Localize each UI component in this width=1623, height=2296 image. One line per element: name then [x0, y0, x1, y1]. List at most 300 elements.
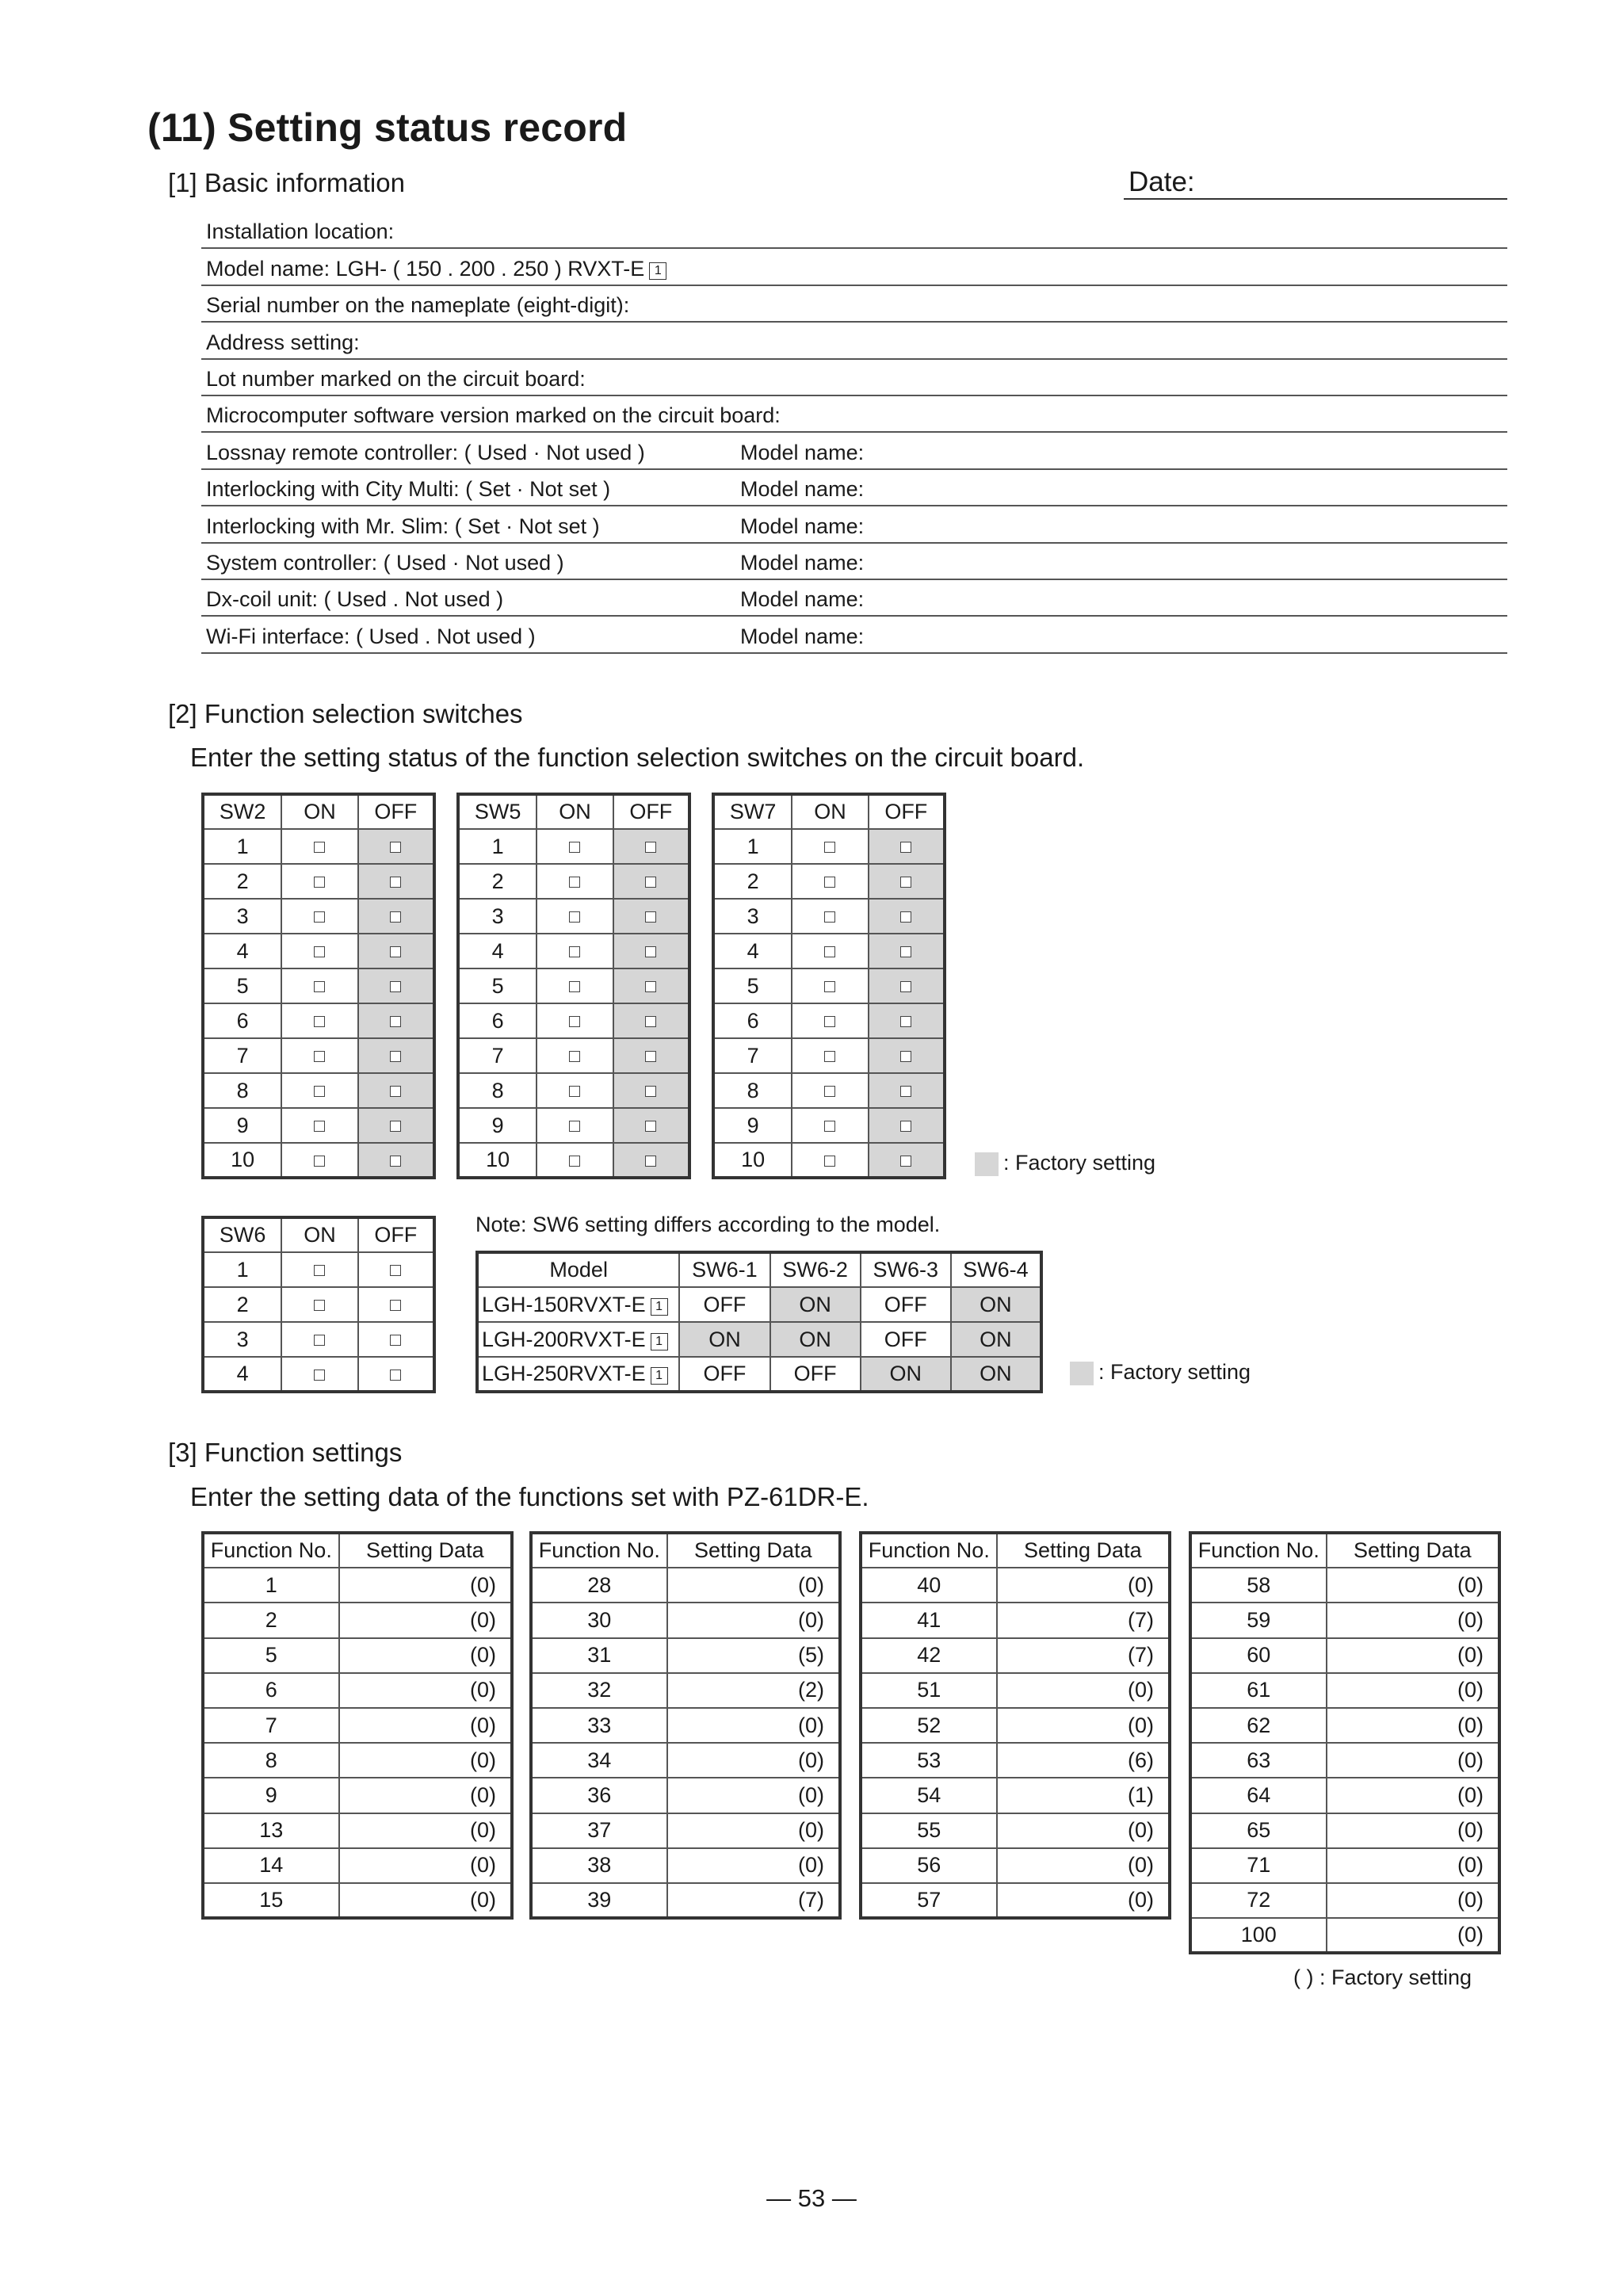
off-cell[interactable] — [869, 1108, 945, 1143]
function-row — [531, 1673, 840, 1708]
setting-data[interactable]: (0) — [339, 1848, 512, 1883]
on-cell[interactable] — [281, 1252, 357, 1287]
info-row[interactable] — [201, 506, 1507, 543]
checkbox[interactable] — [824, 842, 835, 853]
off-cell[interactable] — [358, 1038, 434, 1073]
switch-number: 8 — [458, 1073, 537, 1108]
checkbox[interactable] — [569, 946, 580, 957]
info-label: Model name: LGH- ( 150 . 200 . 250 ) RVXT-E 1 — [206, 257, 666, 281]
checkbox[interactable] — [390, 1121, 401, 1132]
function-no: 2 — [203, 1603, 339, 1637]
switch-row — [458, 1108, 689, 1143]
model-name: LGH-250RVXT-E 1 — [477, 1357, 679, 1392]
on-cell[interactable] — [537, 968, 613, 1003]
checkbox[interactable] — [390, 1300, 401, 1311]
factory-setting-note: ( ) : Factory setting — [1293, 1966, 1472, 1989]
checkbox[interactable] — [645, 946, 656, 957]
checkbox[interactable] — [569, 1016, 580, 1027]
on-cell[interactable] — [792, 1143, 868, 1178]
page-title: (11) Setting status record — [147, 105, 628, 150]
switch-row — [203, 968, 434, 1003]
checkbox[interactable] — [390, 1335, 401, 1346]
setting-data[interactable]: (0) — [997, 1883, 1170, 1918]
model-name: LGH-150RVXT-E 1 — [477, 1287, 679, 1322]
setting-data[interactable]: (0) — [339, 1743, 512, 1778]
on-cell[interactable] — [537, 899, 613, 934]
checkbox[interactable] — [569, 1156, 580, 1167]
checkbox[interactable] — [900, 1051, 911, 1062]
checkbox[interactable] — [645, 1016, 656, 1027]
on-cell[interactable] — [792, 934, 868, 968]
info-row[interactable] — [201, 212, 1507, 249]
switch-row — [203, 1252, 434, 1287]
checkbox[interactable] — [569, 1051, 580, 1062]
switch-number: 4 — [458, 934, 537, 968]
off-cell[interactable] — [613, 1073, 689, 1108]
on-cell[interactable] — [792, 1073, 868, 1108]
off-cell[interactable] — [358, 1108, 434, 1143]
checkbox[interactable] — [314, 1300, 325, 1311]
sw5-table — [456, 793, 691, 1179]
checkbox[interactable] — [569, 877, 580, 888]
sw6-value: ON — [679, 1322, 769, 1357]
off-cell[interactable] — [358, 968, 434, 1003]
switch-row — [203, 1003, 434, 1038]
setting-data[interactable]: (0) — [667, 1813, 840, 1848]
on-cell[interactable] — [537, 934, 613, 968]
off-cell[interactable] — [358, 899, 434, 934]
off-cell[interactable] — [358, 1287, 434, 1322]
setting-data[interactable]: (0) — [339, 1883, 512, 1918]
function-no: 5 — [203, 1638, 339, 1673]
off-cell[interactable] — [869, 899, 945, 934]
switch-number: 7 — [458, 1038, 537, 1073]
info-row[interactable] — [201, 580, 1507, 617]
off-cell[interactable] — [358, 829, 434, 864]
on-cell[interactable] — [281, 864, 357, 899]
info-label: Dx-coil unit: ( Used . Not used ) — [206, 587, 504, 612]
setting-data[interactable]: (0) — [339, 1638, 512, 1673]
switches-heading: [2] Function selection switches — [168, 699, 523, 728]
checkbox[interactable] — [314, 1051, 325, 1062]
function-row — [1190, 1568, 1499, 1603]
off-header: OFF — [613, 794, 689, 829]
off-cell[interactable] — [613, 1038, 689, 1073]
off-cell[interactable] — [613, 829, 689, 864]
info-row[interactable] — [201, 617, 1507, 653]
on-cell[interactable] — [537, 1143, 613, 1178]
off-cell[interactable] — [358, 934, 434, 968]
checkbox[interactable] — [900, 981, 911, 992]
function-no: 41 — [861, 1603, 997, 1637]
on-cell[interactable] — [537, 1003, 613, 1038]
switch-number: 2 — [203, 864, 281, 899]
setting-data[interactable]: (7) — [997, 1603, 1170, 1637]
setting-data[interactable]: (0) — [667, 1743, 840, 1778]
function-no: 28 — [531, 1568, 667, 1603]
setting-data[interactable]: (7) — [997, 1638, 1170, 1673]
function-row — [861, 1673, 1170, 1708]
info-row[interactable] — [201, 544, 1507, 580]
on-cell[interactable] — [792, 864, 868, 899]
checkbox[interactable] — [390, 946, 401, 957]
on-cell[interactable] — [537, 864, 613, 899]
off-cell[interactable] — [869, 1038, 945, 1073]
checkbox[interactable] — [900, 911, 911, 923]
switch-row — [458, 1003, 689, 1038]
on-cell[interactable] — [281, 934, 357, 968]
function-no: 51 — [861, 1673, 997, 1708]
switch-row — [713, 1108, 945, 1143]
info-row[interactable] — [201, 470, 1507, 506]
checkbox[interactable] — [314, 981, 325, 992]
function-row — [1190, 1638, 1499, 1673]
on-cell[interactable] — [792, 1108, 868, 1143]
on-cell[interactable] — [537, 1108, 613, 1143]
checkbox[interactable] — [390, 1051, 401, 1062]
on-cell[interactable] — [537, 829, 613, 864]
setting-data[interactable]: (0) — [1327, 1743, 1499, 1778]
checkbox[interactable] — [314, 877, 325, 888]
switch-number: 5 — [458, 968, 537, 1003]
checkbox[interactable] — [900, 1086, 911, 1097]
function-no: 58 — [1190, 1568, 1327, 1603]
switch-row — [203, 934, 434, 968]
sw6-model-row — [477, 1322, 1041, 1357]
function-no: 71 — [1190, 1848, 1327, 1883]
function-row — [203, 1743, 512, 1778]
function-row — [861, 1848, 1170, 1883]
checkbox[interactable] — [390, 1156, 401, 1167]
setting-data[interactable]: (0) — [997, 1708, 1170, 1743]
off-cell[interactable] — [613, 968, 689, 1003]
on-cell[interactable] — [281, 1357, 357, 1392]
info-row[interactable] — [201, 433, 1507, 469]
function-row — [203, 1848, 512, 1883]
function-no-header: Function No. — [203, 1533, 339, 1568]
function-row — [531, 1708, 840, 1743]
info-row[interactable] — [201, 396, 1507, 433]
sw6-model-row — [477, 1287, 1041, 1322]
checkbox[interactable] — [645, 842, 656, 853]
off-cell[interactable] — [869, 829, 945, 864]
on-header: ON — [281, 1217, 357, 1252]
function-no: 38 — [531, 1848, 667, 1883]
checkbox[interactable] — [314, 1121, 325, 1132]
checkbox[interactable] — [824, 911, 835, 923]
checkbox[interactable] — [645, 1156, 656, 1167]
sw6-value: ON — [770, 1287, 861, 1322]
setting-data-header: Setting Data — [667, 1533, 840, 1568]
switch-row — [203, 1143, 434, 1178]
setting-data[interactable]: (0) — [997, 1813, 1170, 1848]
checkbox[interactable] — [900, 1121, 911, 1132]
on-cell[interactable] — [281, 968, 357, 1003]
checkbox[interactable] — [314, 1265, 325, 1276]
checkbox[interactable] — [569, 981, 580, 992]
setting-data[interactable]: (0) — [1327, 1603, 1499, 1637]
switch-row — [713, 899, 945, 934]
switch-number: 8 — [713, 1073, 792, 1108]
header-row — [477, 1252, 1041, 1287]
on-cell[interactable] — [281, 899, 357, 934]
functions-intro: Enter the setting data of the functions set with PZ-61DR-E. — [190, 1482, 869, 1511]
checkbox[interactable] — [390, 981, 401, 992]
setting-data[interactable]: (0) — [1327, 1848, 1499, 1883]
setting-data[interactable]: (0) — [339, 1673, 512, 1708]
checkbox[interactable] — [900, 877, 911, 888]
on-cell[interactable] — [281, 1322, 357, 1357]
off-cell[interactable] — [613, 864, 689, 899]
checkbox[interactable] — [824, 877, 835, 888]
on-cell[interactable] — [792, 968, 868, 1003]
sw6-value: ON — [951, 1357, 1041, 1392]
switch-number: 8 — [203, 1073, 281, 1108]
checkbox[interactable] — [900, 842, 911, 853]
checkbox[interactable] — [314, 1086, 325, 1097]
off-cell[interactable] — [613, 899, 689, 934]
sw6-model-table — [475, 1251, 1043, 1393]
checkbox[interactable] — [314, 1335, 325, 1346]
factory-setting-legend-2: : Factory setting — [1070, 1360, 1251, 1385]
on-cell[interactable] — [792, 1038, 868, 1073]
checkbox[interactable] — [569, 1086, 580, 1097]
off-cell[interactable] — [869, 1003, 945, 1038]
info-row[interactable] — [201, 286, 1507, 323]
checkbox[interactable] — [314, 911, 325, 923]
checkbox[interactable] — [900, 1016, 911, 1027]
model-name-label: Model name: — [740, 587, 865, 612]
on-cell[interactable] — [281, 1143, 357, 1178]
function-no: 56 — [861, 1848, 997, 1883]
checkbox[interactable] — [645, 911, 656, 923]
switch-row — [203, 829, 434, 864]
sw6-value: OFF — [770, 1357, 861, 1392]
switch-number: 9 — [203, 1108, 281, 1143]
switch-number: 6 — [713, 1003, 792, 1038]
switch-row — [203, 1322, 434, 1357]
checkbox[interactable] — [314, 1156, 325, 1167]
off-cell[interactable] — [358, 1322, 434, 1357]
switch-row — [713, 1003, 945, 1038]
date-field[interactable] — [1124, 166, 1507, 200]
on-cell[interactable] — [281, 1003, 357, 1038]
checkbox[interactable] — [645, 981, 656, 992]
on-cell[interactable] — [792, 1003, 868, 1038]
switch-number: 7 — [203, 1038, 281, 1073]
setting-data[interactable]: (0) — [1327, 1883, 1499, 1918]
function-no: 39 — [531, 1883, 667, 1918]
setting-data[interactable]: (0) — [997, 1848, 1170, 1883]
checkbox[interactable] — [314, 1016, 325, 1027]
switch-row — [458, 899, 689, 934]
on-cell[interactable] — [281, 1073, 357, 1108]
function-no: 36 — [531, 1778, 667, 1813]
switch-number: 5 — [713, 968, 792, 1003]
setting-data[interactable]: (0) — [667, 1778, 840, 1813]
setting-data[interactable]: (0) — [339, 1778, 512, 1813]
setting-data[interactable]: (1) — [997, 1778, 1170, 1813]
setting-data[interactable]: (0) — [667, 1708, 840, 1743]
switch-number: 1 — [458, 829, 537, 864]
off-cell[interactable] — [869, 1143, 945, 1178]
function-table-4 — [1189, 1531, 1501, 1954]
function-row — [203, 1708, 512, 1743]
switch-name-header: SW7 — [713, 794, 792, 829]
function-no-header: Function No. — [1190, 1533, 1327, 1568]
checkbox[interactable] — [824, 981, 835, 992]
on-cell[interactable] — [281, 1108, 357, 1143]
checkbox[interactable] — [314, 842, 325, 853]
function-no: 13 — [203, 1813, 339, 1848]
checkbox[interactable] — [569, 842, 580, 853]
setting-data[interactable]: (0) — [997, 1673, 1170, 1708]
switch-row — [203, 899, 434, 934]
on-cell[interactable] — [281, 829, 357, 864]
model-name-label: Model name: — [740, 477, 865, 502]
checkbox[interactable] — [390, 1016, 401, 1027]
function-row — [531, 1638, 840, 1673]
info-label: Installation location: — [206, 220, 395, 244]
checkbox[interactable] — [390, 1265, 401, 1276]
off-cell[interactable] — [358, 864, 434, 899]
checkbox[interactable] — [569, 911, 580, 923]
setting-data[interactable]: (0) — [339, 1708, 512, 1743]
checkbox[interactable] — [824, 946, 835, 957]
setting-data[interactable]: (0) — [1327, 1813, 1499, 1848]
setting-data[interactable]: (0) — [339, 1603, 512, 1637]
on-cell[interactable] — [281, 1287, 357, 1322]
info-row[interactable] — [201, 360, 1507, 396]
checkbox[interactable] — [314, 946, 325, 957]
checkbox[interactable] — [900, 1156, 911, 1167]
setting-data[interactable]: (0) — [339, 1813, 512, 1848]
checkbox[interactable] — [824, 1156, 835, 1167]
setting-data[interactable]: (0) — [1327, 1673, 1499, 1708]
boxed-number-mark: 1 — [651, 1333, 668, 1350]
setting-data[interactable]: (0) — [1327, 1568, 1499, 1603]
off-cell[interactable] — [358, 1252, 434, 1287]
function-row — [1190, 1673, 1499, 1708]
setting-data[interactable]: (0) — [1327, 1778, 1499, 1813]
sw6-value: ON — [951, 1322, 1041, 1357]
checkbox[interactable] — [900, 946, 911, 957]
off-cell[interactable] — [613, 1003, 689, 1038]
off-cell[interactable] — [613, 1108, 689, 1143]
off-cell[interactable] — [358, 1003, 434, 1038]
checkbox[interactable] — [645, 1121, 656, 1132]
off-cell[interactable] — [358, 1073, 434, 1108]
sw6-model-header: SW6-2 — [770, 1252, 861, 1287]
setting-data[interactable]: (0) — [1327, 1918, 1499, 1953]
model-name-label: Model name: — [740, 550, 865, 575]
checkbox[interactable] — [645, 1051, 656, 1062]
checkbox[interactable] — [569, 1121, 580, 1132]
switch-number: 3 — [203, 1322, 281, 1357]
off-cell[interactable] — [613, 1143, 689, 1178]
setting-data[interactable]: (0) — [1327, 1708, 1499, 1743]
function-no-header: Function No. — [531, 1533, 667, 1568]
switch-number: 10 — [713, 1143, 792, 1178]
switch-number: 3 — [713, 899, 792, 934]
function-row — [1190, 1918, 1499, 1953]
checkbox[interactable] — [824, 1121, 835, 1132]
info-label: Lot number marked on the circuit board: — [206, 366, 586, 391]
off-cell[interactable] — [613, 934, 689, 968]
function-row — [861, 1638, 1170, 1673]
setting-data[interactable]: (0) — [667, 1603, 840, 1637]
function-no: 53 — [861, 1743, 997, 1778]
setting-data[interactable]: (2) — [667, 1673, 840, 1708]
checkbox[interactable] — [824, 1016, 835, 1027]
on-cell[interactable] — [792, 899, 868, 934]
checkbox[interactable] — [645, 877, 656, 888]
setting-data[interactable]: (0) — [1327, 1638, 1499, 1673]
switch-number: 3 — [203, 899, 281, 934]
switch-number: 4 — [203, 1357, 281, 1392]
off-cell[interactable] — [358, 1357, 434, 1392]
header-row — [203, 1533, 512, 1568]
on-cell[interactable] — [537, 1038, 613, 1073]
setting-data[interactable]: (0) — [667, 1848, 840, 1883]
switch-row — [713, 1143, 945, 1178]
info-row[interactable] — [201, 323, 1507, 359]
on-cell[interactable] — [281, 1038, 357, 1073]
checkbox[interactable] — [390, 911, 401, 923]
function-row — [1190, 1708, 1499, 1743]
checkbox[interactable] — [390, 1370, 401, 1381]
switch-row — [713, 829, 945, 864]
off-cell[interactable] — [358, 1143, 434, 1178]
setting-data[interactable]: (0) — [997, 1568, 1170, 1603]
page-number: — 53 — — [766, 2184, 857, 2212]
header-row — [203, 794, 434, 829]
on-cell[interactable] — [537, 1073, 613, 1108]
function-row — [861, 1778, 1170, 1813]
function-row — [861, 1883, 1170, 1918]
boxed-number-mark: 1 — [651, 1367, 668, 1385]
checkbox[interactable] — [390, 1086, 401, 1097]
function-no: 32 — [531, 1673, 667, 1708]
off-cell[interactable] — [869, 1073, 945, 1108]
setting-data[interactable]: (6) — [997, 1743, 1170, 1778]
on-header: ON — [281, 794, 357, 829]
setting-data[interactable]: (7) — [667, 1883, 840, 1918]
info-label: Lossnay remote controller: ( Used · Not used ) — [206, 440, 645, 464]
checkbox[interactable] — [824, 1051, 835, 1062]
checkbox[interactable] — [314, 1370, 325, 1381]
checkbox[interactable] — [824, 1086, 835, 1097]
off-cell[interactable] — [869, 934, 945, 968]
switch-row — [458, 968, 689, 1003]
setting-data[interactable]: (0) — [667, 1568, 840, 1603]
switch-number: 5 — [203, 968, 281, 1003]
function-no: 64 — [1190, 1778, 1327, 1813]
on-cell[interactable] — [792, 829, 868, 864]
checkbox[interactable] — [645, 1086, 656, 1097]
off-cell[interactable] — [869, 968, 945, 1003]
setting-data[interactable]: (0) — [339, 1568, 512, 1603]
model-name: LGH-200RVXT-E 1 — [477, 1322, 679, 1357]
checkbox[interactable] — [390, 842, 401, 853]
off-cell[interactable] — [869, 864, 945, 899]
info-row[interactable] — [201, 249, 1507, 285]
factory-swatch — [975, 1152, 999, 1176]
sw2-table — [201, 793, 436, 1179]
checkbox[interactable] — [390, 877, 401, 888]
setting-data[interactable]: (5) — [667, 1638, 840, 1673]
switch-row — [713, 968, 945, 1003]
